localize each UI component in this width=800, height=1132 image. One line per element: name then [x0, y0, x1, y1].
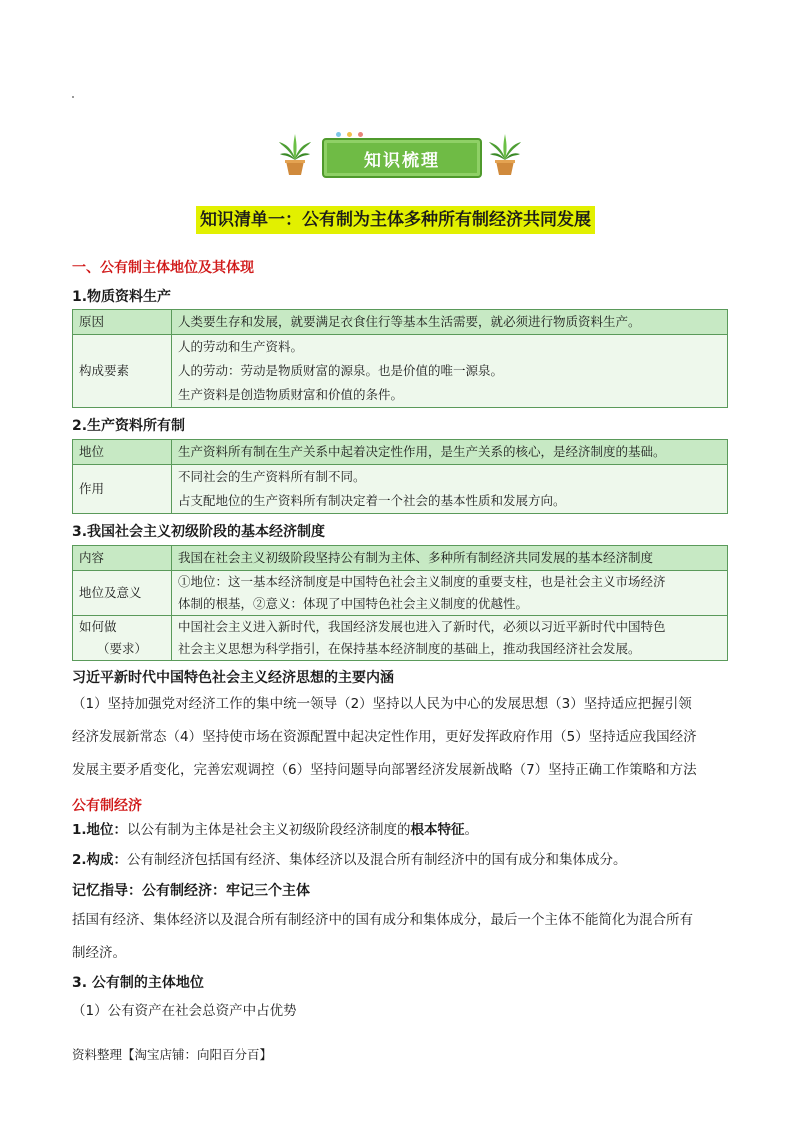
table-cell-line: 体制的根基，②意义：体现了中国特色社会主义制度的优越性。	[178, 596, 529, 611]
status-text: 以公有制为主体是社会主义初级阶段经济制度的	[127, 822, 411, 838]
table-row	[73, 616, 728, 661]
table-key-sub: （要求）	[96, 641, 147, 656]
paragraph-line: 发展主要矛盾变化，完善宏观调控（6）坚持问题导向部署经济发展新战略（7）坚持正确工作策略和方法	[72, 762, 697, 778]
paragraph-line: （1）公有资产在社会总资产中占优势	[72, 1003, 297, 1019]
table-row	[73, 571, 728, 616]
status-end: 。	[464, 822, 479, 838]
table-cell-line: 中国社会主义进入新时代，我国经济发展也进入了新时代，必须以习近平新时代中国特色	[178, 619, 666, 634]
table-key: 构成要素	[79, 363, 130, 378]
composition-text: 公有制经济包括国有经济、集体经济以及混合所有制经济中的国有成分和集体成分。	[127, 852, 627, 868]
table-cell-line: 我国在社会主义初级阶段坚持公有制为主体、多种所有制经济共同发展的基本经济制度	[178, 550, 654, 565]
banner-box	[322, 138, 482, 178]
plant-icon-right	[488, 134, 522, 176]
table-cell-line: 人的劳动和生产资料。	[178, 339, 304, 354]
status-emphasis: 根本特征	[410, 822, 465, 838]
footer-source: 资料整理【淘宝店铺：向阳百分百】	[72, 1047, 273, 1062]
composition-label: 2.构成：	[72, 852, 128, 868]
heading-ownership: 2.生产资料所有制	[72, 418, 186, 434]
banner-dots	[336, 132, 363, 137]
paragraph-line: 经济发展新常态（4）坚持使市场在资源配置中起决定性作用，更好发挥政府作用（5）坚持适应我国经济	[72, 729, 697, 745]
table-row	[73, 335, 728, 408]
page-speck	[72, 96, 74, 98]
table-key: 作用	[79, 481, 105, 496]
status-paragraph	[72, 814, 732, 847]
dominance-paragraph	[72, 995, 732, 1028]
heading-basic-system: 3.我国社会主义初级阶段的基本经济制度	[72, 524, 326, 540]
banner-title: 知识梳理	[364, 150, 440, 171]
section-heading: 知识清单一：公有制为主体多种所有制经济共同发展	[196, 206, 595, 234]
heading-public-dominance: 3. 公有制的主体地位	[72, 975, 204, 991]
table-ownership	[72, 439, 728, 514]
table-row	[73, 440, 728, 465]
xi-thought-paragraph	[72, 688, 732, 787]
table-key: 如何做	[79, 619, 117, 634]
table-cell-line: 人类要生存和发展，就要满足衣食住行等基本生活需要，就必须进行物质资料生产。	[178, 314, 641, 329]
table-cell-line: 社会主义思想为科学指引，在保持基本经济制度的基础上，推动我国经济社会发展。	[178, 641, 641, 656]
table-row	[73, 465, 728, 514]
memory-paragraph	[72, 904, 732, 970]
table-key: 地位	[79, 444, 105, 459]
status-label: 1.地位：	[72, 822, 128, 838]
heading-xi-thought: 习近平新时代中国特色社会主义经济思想的主要内涵	[72, 670, 394, 686]
table-row	[73, 310, 728, 335]
table-key: 原因	[79, 314, 105, 329]
table-key: 地位及意义	[79, 585, 142, 600]
table-cell-line: 人的劳动：劳动是物质财富的源泉。也是价值的唯一源泉。	[178, 363, 504, 378]
paragraph-line: 括国有经济、集体经济以及混合所有制经济中的国有成分和集体成分，最后一个主体不能简化为混合所有	[72, 912, 693, 928]
plant-icon-left	[278, 134, 312, 176]
table-cell-line: ①地位：这一基本经济制度是中国特色社会主义制度的重要支柱，也是社会主义市场经济	[178, 574, 666, 589]
heading-material-production: 1.物质资料生产	[72, 289, 172, 305]
part1-heading: 一、公有制主体地位及其体现	[72, 260, 254, 276]
composition-paragraph	[72, 844, 732, 877]
table-cell-line: 生产资料是创造物质财富和价值的条件。	[178, 387, 404, 402]
table-basic-system	[72, 545, 728, 661]
table-cell-line: 占支配地位的生产资料所有制决定着一个社会的基本性质和发展方向。	[178, 493, 566, 508]
table-key: 内容	[79, 550, 105, 565]
table-row	[73, 546, 728, 571]
table-cell-line: 不同社会的生产资料所有制不同。	[178, 469, 366, 484]
table-material-production	[72, 309, 728, 408]
section-banner	[278, 130, 522, 180]
table-cell-line: 生产资料所有制在生产关系中起着决定性作用，是生产关系的核心，是经济制度的基础。	[178, 444, 666, 459]
memory-heading: 记忆指导：公有制经济：牢记三个主体	[72, 883, 310, 899]
paragraph-line: 制经济。	[72, 945, 126, 961]
paragraph-line: （1）坚持加强党对经济工作的集中统一领导（2）坚持以人民为中心的发展思想（3）坚持适应把握引领	[72, 696, 692, 712]
public-economy-heading: 公有制经济	[72, 798, 142, 814]
